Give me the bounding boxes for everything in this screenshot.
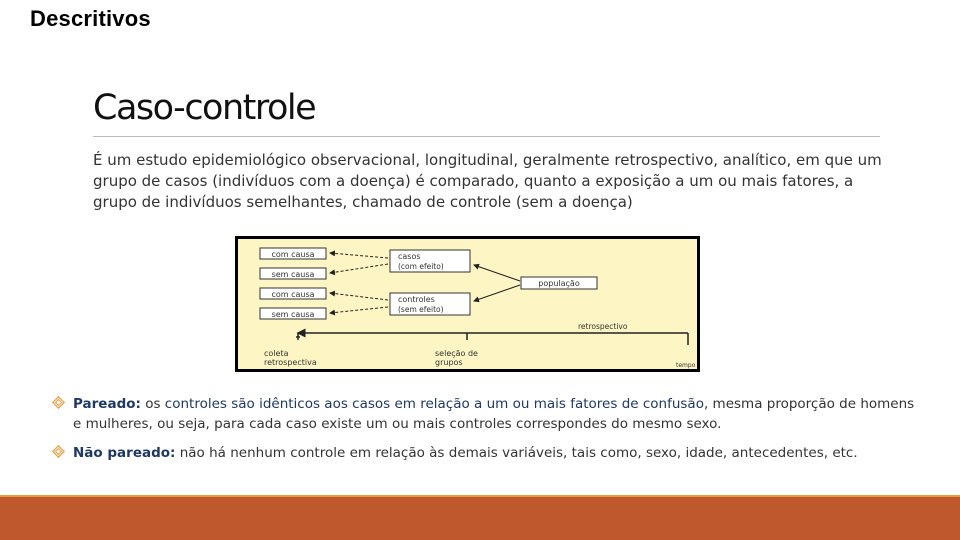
arrow-casos-1	[330, 253, 388, 258]
footer-bar	[0, 497, 960, 540]
casos-label: casos	[398, 252, 421, 261]
arrow-casos-2	[330, 264, 388, 273]
pareado-label: Pareado:	[73, 396, 141, 412]
diamond-bullet-icon	[52, 396, 65, 409]
bullet-pareado	[52, 394, 920, 434]
axis-label: retrospectivo	[578, 322, 628, 331]
case-control-diagram	[235, 236, 700, 372]
casos-box	[390, 250, 470, 272]
arrow-populacao-controles	[474, 285, 520, 301]
populacao-box	[521, 277, 597, 289]
diamond-bullet-icon	[52, 445, 65, 458]
slide-title: Caso-controle	[93, 88, 316, 128]
left-box-2	[260, 268, 326, 279]
left-box-4-label: sem causa	[271, 310, 315, 319]
pareado-pre: os	[145, 396, 161, 412]
left-box-4	[260, 308, 326, 319]
pareado-highlight: controles são idênticos aos casos em relação a um ou mais fatores de confusão	[164, 396, 704, 412]
arrow-controles-2	[330, 307, 388, 313]
nao-pareado-text: não há nenhum controle em relação às demais variáveis, tais como, sexo, idade, antecedentes, etc.	[179, 445, 858, 461]
left-box-1	[260, 248, 326, 259]
left-box-3-label: com causa	[271, 290, 315, 299]
tempo-label: tempo	[676, 362, 696, 369]
left-box-2-label: sem causa	[271, 270, 315, 279]
nao-pareado-label: Não pareado:	[73, 445, 176, 461]
selecao-label: seleção de	[435, 349, 478, 358]
selecao-sub-label: grupos	[435, 358, 463, 367]
definition-paragraph: É um estudo epidemiológico observacional, longitudinal, geralmente retrospectivo, analítico, em que um grupo de casos (indivíduos com a doença) é comparado, quanto a exposição a um ou mais fatores, a grupo de indivíduos semelhantes, chamado de controle (sem a doença)	[93, 151, 882, 211]
arrow-populacao-casos	[474, 265, 520, 281]
casos-sub-label: (com efeito)	[398, 262, 444, 271]
bullet-nao-pareado	[52, 443, 920, 463]
title-divider	[93, 136, 880, 137]
coleta-sub-label: retrospectiva	[264, 358, 317, 367]
controles-box	[390, 293, 470, 315]
controles-label: controles	[398, 295, 435, 304]
pareado-post: , mesma proporção de homens e mulheres, ou seja, para cada caso existe um ou mais controles correspondes do mesmo sexo.	[73, 396, 915, 432]
left-box-1-label: com causa	[271, 250, 315, 259]
controles-sub-label: (sem efeito)	[398, 305, 444, 314]
section-title: Descritivos	[30, 6, 151, 31]
arrow-controles-1	[330, 293, 388, 300]
left-box-3	[260, 288, 326, 299]
coleta-label: coleta	[264, 349, 289, 358]
populacao-label: população	[538, 279, 580, 288]
